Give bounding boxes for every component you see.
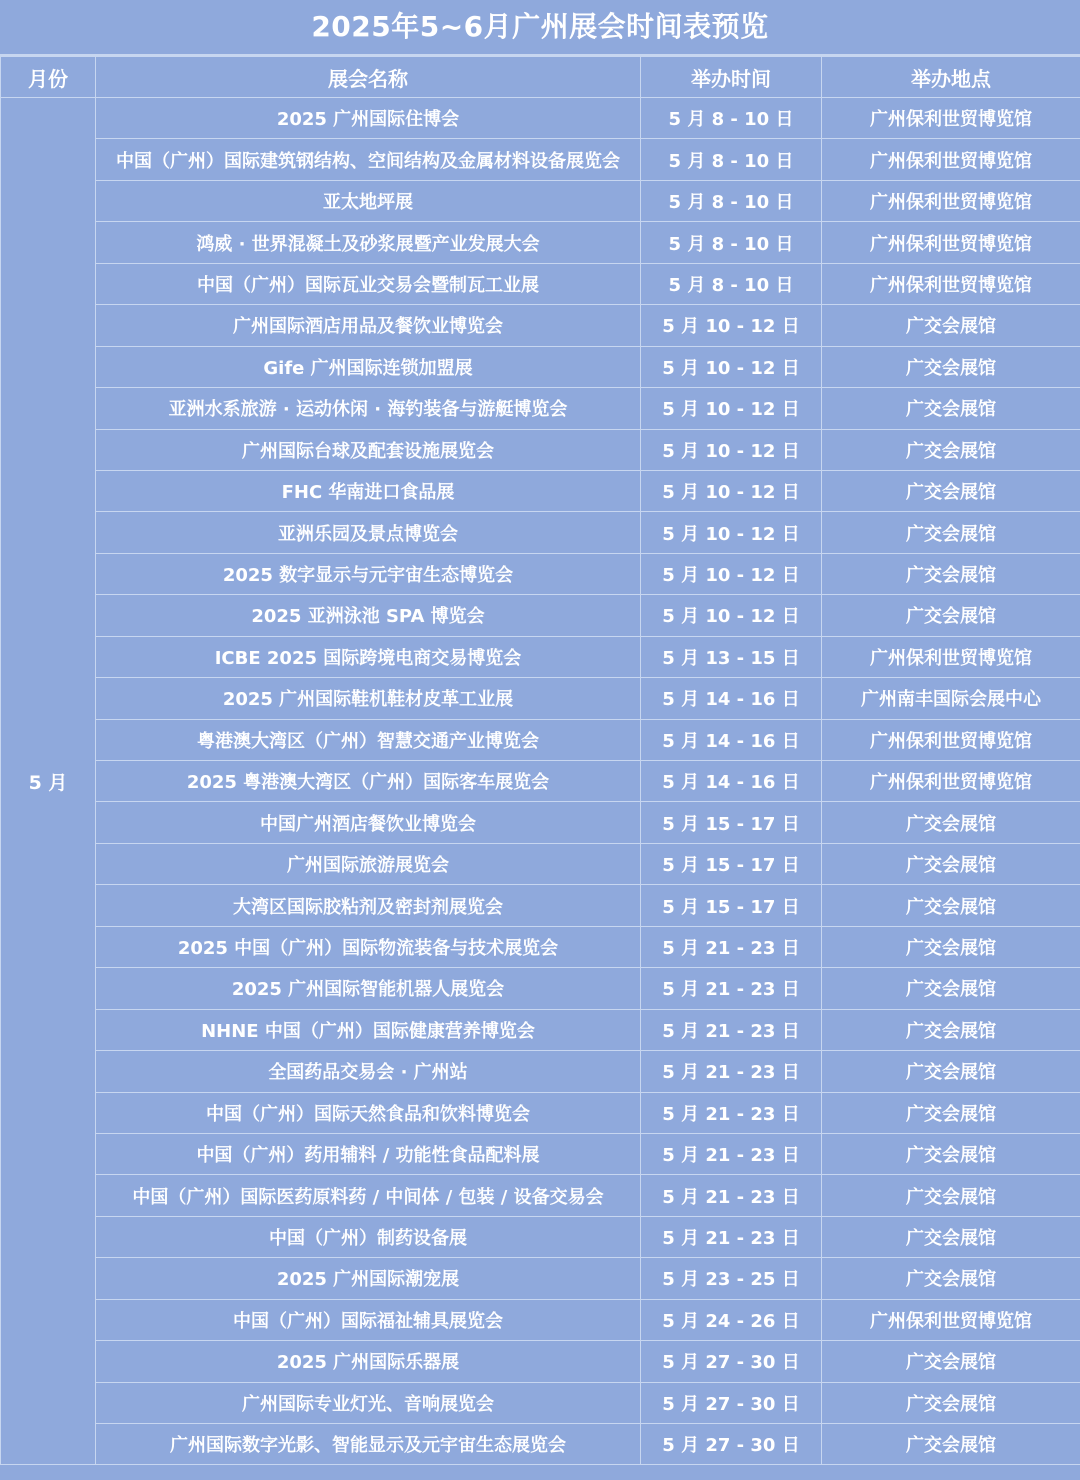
exhibition-venue-cell: 广州保利世贸博览馆 bbox=[822, 180, 1080, 221]
table-body bbox=[1, 98, 1080, 1465]
table-row bbox=[1, 802, 1080, 843]
exhibition-venue-cell: 广州保利世贸博览馆 bbox=[822, 1299, 1080, 1340]
exhibition-venue-cell: 广州保利世贸博览馆 bbox=[822, 98, 1080, 139]
table-row bbox=[1, 305, 1080, 346]
table-row bbox=[1, 1341, 1080, 1382]
exhibition-time-cell: 5 月 10 - 12 日 bbox=[641, 305, 822, 346]
exhibition-time-cell: 5 月 21 - 23 日 bbox=[641, 1092, 822, 1133]
exhibition-venue-cell: 广交会展馆 bbox=[822, 1341, 1080, 1382]
exhibition-venue-cell: 广交会展馆 bbox=[822, 305, 1080, 346]
table-row bbox=[1, 636, 1080, 677]
exhibition-name-cell: FHC 华南进口食品展 bbox=[96, 470, 641, 511]
exhibition-name-cell: 亚洲水系旅游 · 运动休闲 · 海钓装备与游艇博览会 bbox=[96, 388, 641, 429]
table-row bbox=[1, 1133, 1080, 1174]
exhibition-venue-cell: 广州南丰国际会展中心 bbox=[822, 678, 1080, 719]
table-row bbox=[1, 346, 1080, 387]
exhibition-name-cell: 亚洲乐园及景点博览会 bbox=[96, 512, 641, 553]
column-header-month: 月份 bbox=[1, 57, 96, 98]
exhibition-time-cell: 5 月 14 - 16 日 bbox=[641, 678, 822, 719]
table-row bbox=[1, 1299, 1080, 1340]
table-row bbox=[1, 263, 1080, 304]
exhibition-time-cell: 5 月 10 - 12 日 bbox=[641, 512, 822, 553]
table-row bbox=[1, 98, 1080, 139]
exhibition-name-cell: Gife 广州国际连锁加盟展 bbox=[96, 346, 641, 387]
exhibition-name-cell: 中国（广州）国际瓦业交易会暨制瓦工业展 bbox=[96, 263, 641, 304]
table-row bbox=[1, 719, 1080, 760]
month-cell: 5 月 bbox=[1, 98, 96, 1465]
exhibition-venue-cell: 广交会展馆 bbox=[822, 1092, 1080, 1133]
exhibition-time-cell: 5 月 10 - 12 日 bbox=[641, 429, 822, 470]
exhibition-name-cell: 2025 广州国际潮宠展 bbox=[96, 1258, 641, 1299]
exhibition-name-cell: 亚太地坪展 bbox=[96, 180, 641, 221]
exhibition-name-cell: 2025 数字显示与元宇宙生态博览会 bbox=[96, 553, 641, 594]
table-row bbox=[1, 388, 1080, 429]
table-row bbox=[1, 678, 1080, 719]
table-row bbox=[1, 470, 1080, 511]
exhibition-venue-cell: 广交会展馆 bbox=[822, 802, 1080, 843]
exhibition-name-cell: 中国（广州）国际医药原料药 / 中间体 / 包装 / 设备交易会 bbox=[96, 1175, 641, 1216]
exhibition-name-cell: 广州国际酒店用品及餐饮业博览会 bbox=[96, 305, 641, 346]
exhibition-time-cell: 5 月 15 - 17 日 bbox=[641, 802, 822, 843]
exhibition-time-cell: 5 月 21 - 23 日 bbox=[641, 968, 822, 1009]
exhibition-venue-cell: 广交会展馆 bbox=[822, 1009, 1080, 1050]
exhibition-name-cell: 2025 广州国际鞋机鞋材皮革工业展 bbox=[96, 678, 641, 719]
exhibition-time-cell: 5 月 15 - 17 日 bbox=[641, 885, 822, 926]
exhibition-venue-cell: 广交会展馆 bbox=[822, 595, 1080, 636]
exhibition-time-cell: 5 月 21 - 23 日 bbox=[641, 1175, 822, 1216]
exhibition-time-cell: 5 月 21 - 23 日 bbox=[641, 926, 822, 967]
exhibition-time-cell: 5 月 23 - 25 日 bbox=[641, 1258, 822, 1299]
table-row bbox=[1, 1092, 1080, 1133]
exhibition-name-cell: 2025 亚洲泳池 SPA 博览会 bbox=[96, 595, 641, 636]
exhibition-venue-cell: 广交会展馆 bbox=[822, 968, 1080, 1009]
exhibition-venue-cell: 广交会展馆 bbox=[822, 843, 1080, 884]
table-row bbox=[1, 968, 1080, 1009]
exhibition-venue-cell: 广州保利世贸博览馆 bbox=[822, 139, 1080, 180]
table-row bbox=[1, 1175, 1080, 1216]
exhibition-venue-cell: 广交会展馆 bbox=[822, 470, 1080, 511]
exhibition-name-cell: ICBE 2025 国际跨境电商交易博览会 bbox=[96, 636, 641, 677]
table-row bbox=[1, 222, 1080, 263]
exhibition-time-cell: 5 月 8 - 10 日 bbox=[641, 180, 822, 221]
table-row bbox=[1, 1009, 1080, 1050]
exhibition-venue-cell: 广州保利世贸博览馆 bbox=[822, 222, 1080, 263]
exhibition-time-cell: 5 月 10 - 12 日 bbox=[641, 346, 822, 387]
page-title: 2025年5~6月广州展会时间表预览 bbox=[0, 0, 1080, 56]
exhibition-name-cell: 中国广州酒店餐饮业博览会 bbox=[96, 802, 641, 843]
exhibition-venue-cell: 广交会展馆 bbox=[822, 346, 1080, 387]
exhibition-time-cell: 5 月 21 - 23 日 bbox=[641, 1133, 822, 1174]
exhibition-name-cell: 2025 广州国际智能机器人展览会 bbox=[96, 968, 641, 1009]
table-row bbox=[1, 139, 1080, 180]
exhibition-name-cell: 2025 粤港澳大湾区（广州）国际客车展览会 bbox=[96, 761, 641, 802]
exhibition-venue-cell: 广交会展馆 bbox=[822, 1133, 1080, 1174]
table-row bbox=[1, 885, 1080, 926]
column-header-time: 举办时间 bbox=[641, 57, 822, 98]
exhibition-name-cell: 广州国际台球及配套设施展览会 bbox=[96, 429, 641, 470]
exhibition-venue-cell: 广交会展馆 bbox=[822, 429, 1080, 470]
exhibition-name-cell: 中国（广州）药用辅料 / 功能性食品配料展 bbox=[96, 1133, 641, 1174]
exhibition-table bbox=[0, 56, 1080, 1465]
column-header-venue: 举办地点 bbox=[822, 57, 1080, 98]
exhibition-venue-cell: 广交会展馆 bbox=[822, 926, 1080, 967]
exhibition-venue-cell: 广交会展馆 bbox=[822, 1424, 1080, 1465]
exhibition-name-cell: 中国（广州）制药设备展 bbox=[96, 1216, 641, 1257]
exhibition-name-cell: 广州国际专业灯光、音响展览会 bbox=[96, 1382, 641, 1423]
exhibition-time-cell: 5 月 21 - 23 日 bbox=[641, 1051, 822, 1092]
table-row bbox=[1, 1216, 1080, 1257]
table-row bbox=[1, 595, 1080, 636]
exhibition-time-cell: 5 月 14 - 16 日 bbox=[641, 761, 822, 802]
table-row bbox=[1, 1258, 1080, 1299]
exhibition-venue-cell: 广交会展馆 bbox=[822, 553, 1080, 594]
exhibition-time-cell: 5 月 8 - 10 日 bbox=[641, 263, 822, 304]
exhibition-name-cell: 粤港澳大湾区（广州）智慧交通产业博览会 bbox=[96, 719, 641, 760]
exhibition-name-cell: 2025 广州国际乐器展 bbox=[96, 1341, 641, 1382]
exhibition-time-cell: 5 月 27 - 30 日 bbox=[641, 1341, 822, 1382]
exhibition-venue-cell: 广州保利世贸博览馆 bbox=[822, 263, 1080, 304]
exhibition-venue-cell: 广交会展馆 bbox=[822, 388, 1080, 429]
table-row bbox=[1, 429, 1080, 470]
exhibition-time-cell: 5 月 8 - 10 日 bbox=[641, 139, 822, 180]
table-row bbox=[1, 1424, 1080, 1465]
exhibition-venue-cell: 广交会展馆 bbox=[822, 1216, 1080, 1257]
table-row bbox=[1, 1382, 1080, 1423]
table-row bbox=[1, 553, 1080, 594]
exhibition-time-cell: 5 月 14 - 16 日 bbox=[641, 719, 822, 760]
exhibition-venue-cell: 广州保利世贸博览馆 bbox=[822, 636, 1080, 677]
exhibition-name-cell: 广州国际旅游展览会 bbox=[96, 843, 641, 884]
table-row bbox=[1, 761, 1080, 802]
exhibition-venue-cell: 广交会展馆 bbox=[822, 885, 1080, 926]
exhibition-name-cell: NHNE 中国（广州）国际健康营养博览会 bbox=[96, 1009, 641, 1050]
exhibition-name-cell: 中国（广州）国际天然食品和饮料博览会 bbox=[96, 1092, 641, 1133]
exhibition-time-cell: 5 月 27 - 30 日 bbox=[641, 1382, 822, 1423]
exhibition-time-cell: 5 月 10 - 12 日 bbox=[641, 595, 822, 636]
column-header-name: 展会名称 bbox=[96, 57, 641, 98]
exhibition-venue-cell: 广交会展馆 bbox=[822, 1175, 1080, 1216]
exhibition-name-cell: 大湾区国际胶粘剂及密封剂展览会 bbox=[96, 885, 641, 926]
table-header-row bbox=[1, 57, 1080, 98]
table-row bbox=[1, 843, 1080, 884]
exhibition-venue-cell: 广交会展馆 bbox=[822, 512, 1080, 553]
exhibition-time-cell: 5 月 24 - 26 日 bbox=[641, 1299, 822, 1340]
exhibition-venue-cell: 广交会展馆 bbox=[822, 1051, 1080, 1092]
exhibition-venue-cell: 广交会展馆 bbox=[822, 1382, 1080, 1423]
exhibition-time-cell: 5 月 21 - 23 日 bbox=[641, 1009, 822, 1050]
exhibition-name-cell: 2025 广州国际住博会 bbox=[96, 98, 641, 139]
exhibition-time-cell: 5 月 10 - 12 日 bbox=[641, 470, 822, 511]
table-row bbox=[1, 926, 1080, 967]
exhibition-venue-cell: 广交会展馆 bbox=[822, 1258, 1080, 1299]
exhibition-venue-cell: 广州保利世贸博览馆 bbox=[822, 761, 1080, 802]
exhibition-time-cell: 5 月 13 - 15 日 bbox=[641, 636, 822, 677]
exhibition-time-cell: 5 月 8 - 10 日 bbox=[641, 98, 822, 139]
exhibition-name-cell: 中国（广州）国际福祉辅具展览会 bbox=[96, 1299, 641, 1340]
exhibition-time-cell: 5 月 21 - 23 日 bbox=[641, 1216, 822, 1257]
table-row bbox=[1, 512, 1080, 553]
exhibition-time-cell: 5 月 15 - 17 日 bbox=[641, 843, 822, 884]
exhibition-time-cell: 5 月 10 - 12 日 bbox=[641, 388, 822, 429]
exhibition-time-cell: 5 月 10 - 12 日 bbox=[641, 553, 822, 594]
exhibition-time-cell: 5 月 27 - 30 日 bbox=[641, 1424, 822, 1465]
table-row bbox=[1, 180, 1080, 221]
exhibition-name-cell: 2025 中国（广州）国际物流装备与技术展览会 bbox=[96, 926, 641, 967]
table-row bbox=[1, 1051, 1080, 1092]
exhibition-name-cell: 中国（广州）国际建筑钢结构、空间结构及金属材料设备展览会 bbox=[96, 139, 641, 180]
exhibition-name-cell: 广州国际数字光影、智能显示及元宇宙生态展览会 bbox=[96, 1424, 641, 1465]
exhibition-name-cell: 鸿威 · 世界混凝土及砂浆展暨产业发展大会 bbox=[96, 222, 641, 263]
exhibition-time-cell: 5 月 8 - 10 日 bbox=[641, 222, 822, 263]
exhibition-name-cell: 全国药品交易会 · 广州站 bbox=[96, 1051, 641, 1092]
exhibition-venue-cell: 广州保利世贸博览馆 bbox=[822, 719, 1080, 760]
